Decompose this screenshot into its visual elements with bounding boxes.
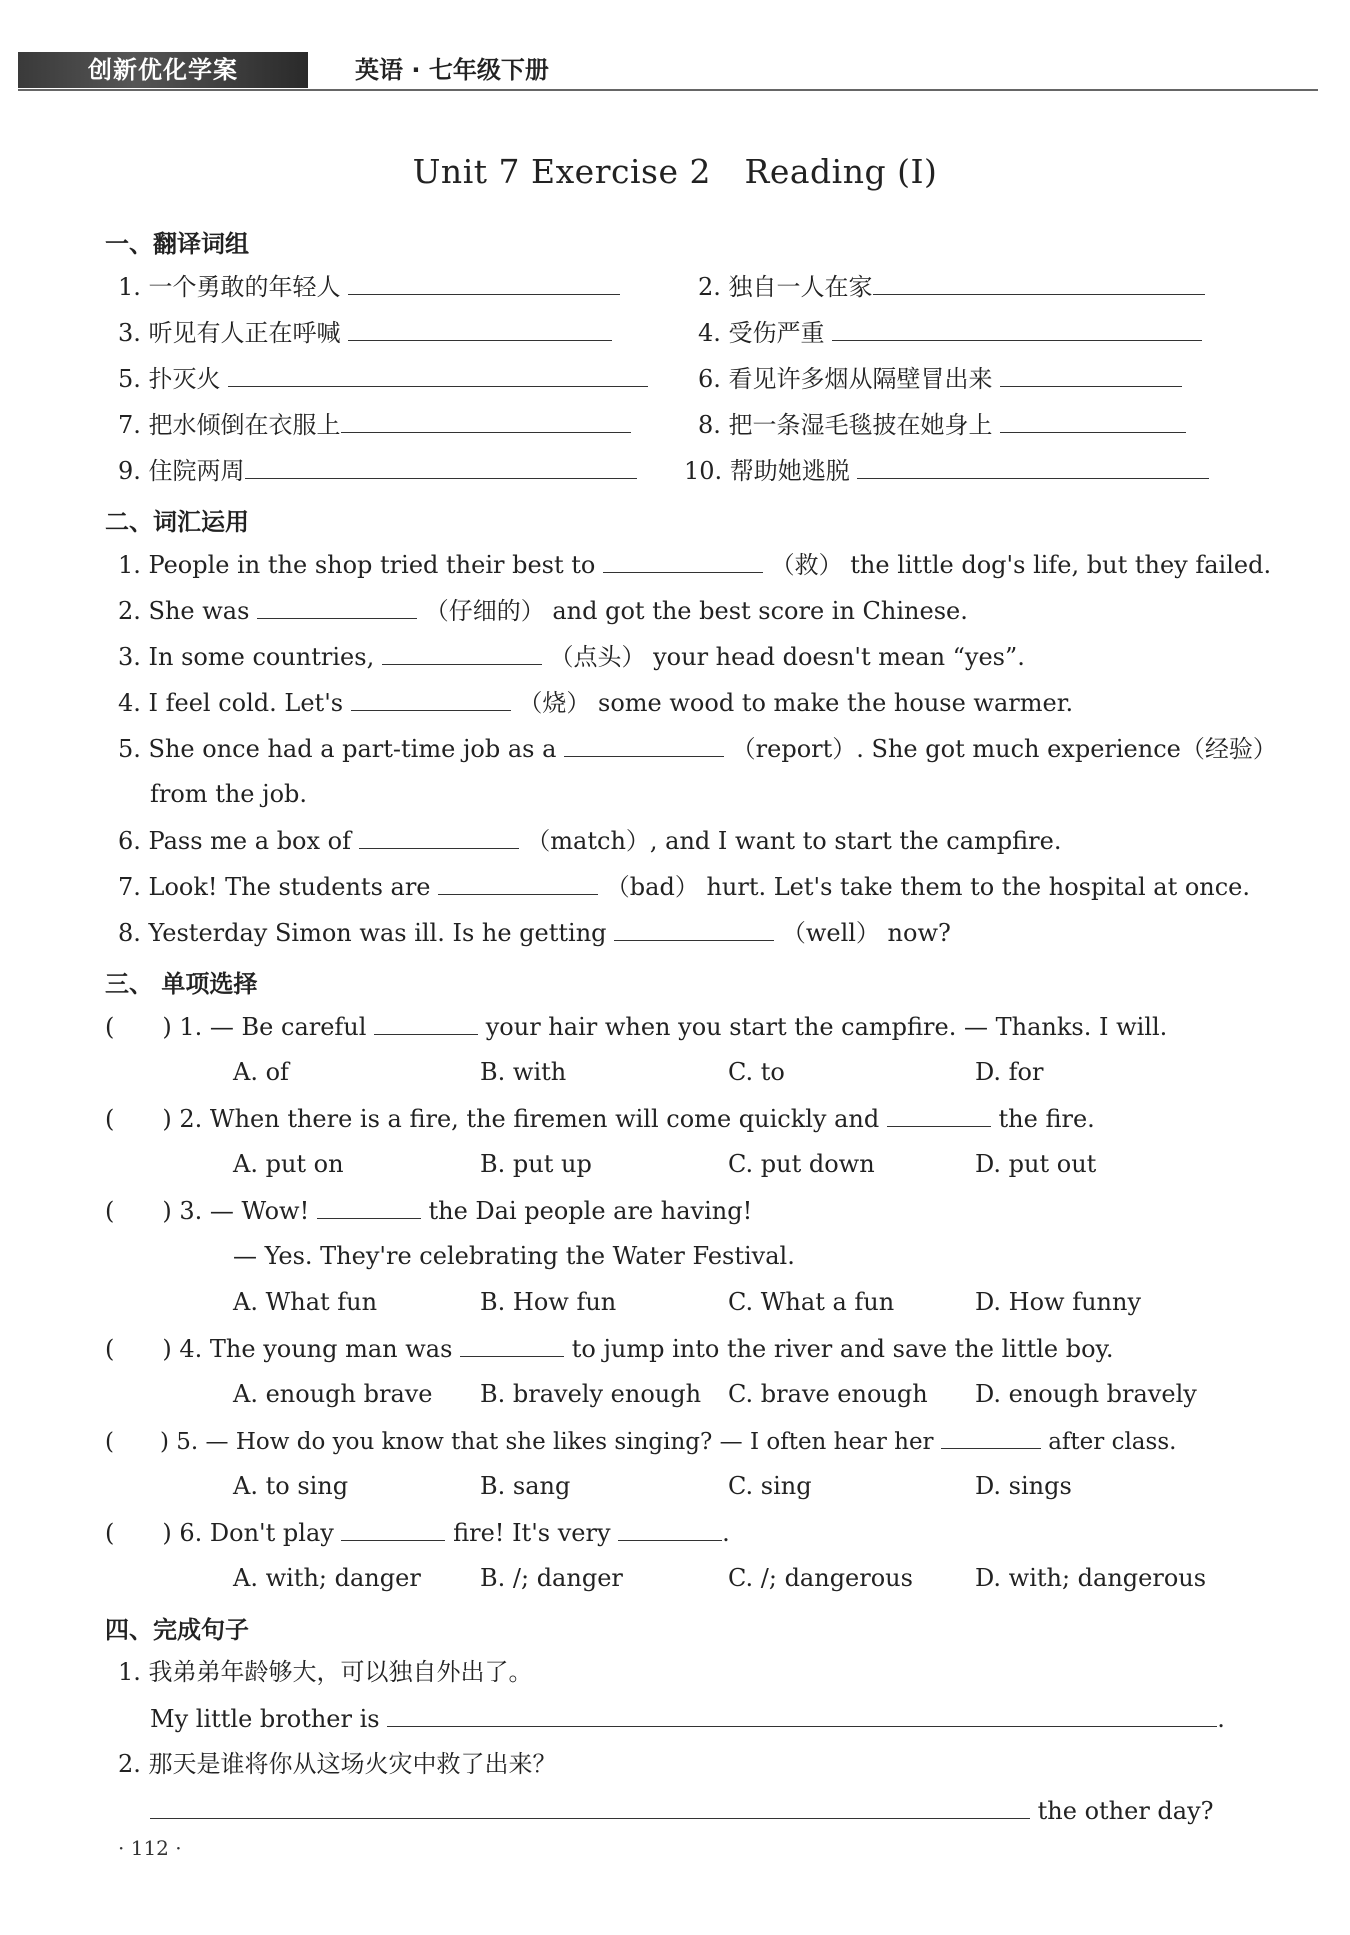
s4-q1-end: .: [1217, 1705, 1225, 1733]
s1-blank-6[interactable]: [1000, 362, 1182, 387]
mc-q1-option-b[interactable]: B. with: [480, 1058, 567, 1086]
mc-q4-option-b[interactable]: B. bravely enough: [480, 1380, 702, 1408]
s1-blank-5[interactable]: [228, 362, 648, 387]
s2-item-6-a: 6. Pass me a box of: [118, 827, 352, 855]
mc-q3-option-c[interactable]: C. What a fun: [728, 1288, 895, 1316]
mc-q4-option-d[interactable]: D. enough bravely: [975, 1380, 1197, 1408]
mc-q4: [105, 1332, 1114, 1365]
page-number: · 112 ·: [118, 1836, 182, 1860]
s1-item-8-text: 8. 把一条湿毛毯披在她身上: [698, 411, 993, 439]
s2-item-8-a: 8. Yesterday Simon was ill. Is he getting: [118, 919, 607, 947]
s2-item-5-cont-text: from the job.: [150, 780, 308, 808]
mc-q1-b: your hair when you start the campfire. — Thanks. I will.: [485, 1013, 1168, 1041]
mc-q1-option-c[interactable]: C. to: [728, 1058, 785, 1086]
s4-q1-english: [150, 1702, 1225, 1735]
s4-blank-2[interactable]: [150, 1794, 1030, 1819]
subject-label: 英语 · 七年级下册: [355, 56, 549, 84]
s2-item-5: [118, 732, 1277, 765]
s1-item-9-text: 9. 住院两周: [118, 457, 245, 485]
answer-paren-5[interactable]: ( ): [105, 1429, 169, 1455]
mc-q2-option-b[interactable]: B. put up: [480, 1150, 592, 1178]
mc-q1: [105, 1010, 1167, 1043]
s2-blank-4[interactable]: [351, 686, 511, 711]
s1-blank-8[interactable]: [1000, 408, 1186, 433]
mc-q5-option-c[interactable]: C. sing: [728, 1472, 812, 1500]
section-4-heading: 四、完成句子: [105, 1616, 249, 1644]
s1-blank-2[interactable]: [873, 270, 1205, 295]
mc-q2-b: the fire.: [998, 1105, 1095, 1133]
mc-q5-a: 5. — How do you know that she likes singing? — I often hear her: [176, 1429, 934, 1455]
mc-q6-option-b[interactable]: B. /; danger: [480, 1564, 623, 1592]
s2-item-8-b: （well） now?: [781, 919, 951, 947]
mc-q6-c: .: [722, 1519, 730, 1547]
mc-blank-1[interactable]: [374, 1010, 478, 1035]
s2-item-2-a: 2. She was: [118, 597, 250, 625]
s1-item-9: [118, 454, 637, 487]
mc-q5-option-b[interactable]: B. sang: [480, 1472, 571, 1500]
mc-blank-6a[interactable]: [341, 1516, 445, 1541]
s1-item-10-text: 10. 帮助她逃脱: [684, 457, 850, 485]
mc-blank-3[interactable]: [317, 1194, 421, 1219]
mc-q1-option-d[interactable]: D. for: [975, 1058, 1044, 1086]
page-title: Unit 7 Exercise 2 Reading (Ⅰ): [412, 152, 938, 191]
mc-q6-option-c[interactable]: C. /; dangerous: [728, 1564, 913, 1592]
s4-q2-english: [150, 1794, 1214, 1827]
s1-item-8: [698, 408, 1186, 441]
s2-blank-2[interactable]: [257, 594, 417, 619]
mc-q3-b: the Dai people are having!: [428, 1197, 753, 1225]
s1-item-3-text: 3. 听见有人正在呼喊: [118, 319, 341, 347]
mc-q5-option-a[interactable]: A. to sing: [233, 1472, 349, 1500]
s1-blank-9[interactable]: [245, 454, 637, 479]
s2-blank-5[interactable]: [564, 732, 724, 757]
s4-blank-1[interactable]: [387, 1702, 1217, 1727]
mc-q3-a: 3. — Wow!: [179, 1197, 310, 1225]
s1-item-5-text: 5. 扑灭火: [118, 365, 221, 393]
mc-q4-a: 4. The young man was: [179, 1335, 453, 1363]
mc-q2-option-a[interactable]: A. put on: [233, 1150, 344, 1178]
section-2-heading: 二、词汇运用: [105, 508, 249, 536]
mc-blank-2[interactable]: [887, 1102, 991, 1127]
mc-q3: [105, 1194, 752, 1227]
s1-blank-3[interactable]: [348, 316, 612, 341]
mc-q5-b: after class.: [1048, 1429, 1177, 1455]
s1-item-2-text: 2. 独自一人在家: [698, 273, 873, 301]
brand-banner: 创新优化学案: [18, 52, 308, 88]
s1-item-3: [118, 316, 612, 349]
s2-blank-6[interactable]: [359, 824, 519, 849]
s2-blank-8[interactable]: [614, 916, 774, 941]
mc-blank-4[interactable]: [460, 1332, 564, 1357]
s4-q1-prefix: My little brother is: [150, 1705, 380, 1733]
s1-blank-7[interactable]: [341, 408, 631, 433]
s1-item-4: [698, 316, 1202, 349]
mc-blank-5[interactable]: [941, 1424, 1041, 1449]
s2-item-7-b: （bad） hurt. Let's take them to the hospital at once.: [605, 873, 1251, 901]
s4-q2-chinese: 2. 那天是谁将你从这场火灾中救了出来？: [118, 1750, 557, 1778]
mc-q1-a: 1. — Be careful: [179, 1013, 367, 1041]
mc-blank-6b[interactable]: [618, 1516, 722, 1541]
answer-paren-6[interactable]: ( ): [105, 1519, 172, 1547]
mc-q6-a: 6. Don't play: [179, 1519, 334, 1547]
s1-blank-10[interactable]: [857, 454, 1209, 479]
section-3-heading: 三、 单项选择: [105, 970, 258, 998]
s1-item-4-text: 4. 受伤严重: [698, 319, 825, 347]
mc-q5: [105, 1424, 1176, 1458]
mc-q3-option-b[interactable]: B. How fun: [480, 1288, 617, 1316]
s2-item-3-a: 3. In some countries,: [118, 643, 375, 671]
s1-item-2: [698, 270, 1205, 303]
s2-item-4: [118, 686, 1073, 719]
mc-q6-option-d[interactable]: D. with; dangerous: [975, 1564, 1207, 1592]
s2-item-2-b: （仔细的） and got the best score in Chinese.: [424, 597, 968, 625]
answer-paren-4[interactable]: ( ): [105, 1335, 172, 1363]
s1-item-5: [118, 362, 648, 395]
s2-item-3: [118, 640, 1025, 673]
s1-item-6: [698, 362, 1182, 395]
s2-item-5-a: 5. She once had a part-time job as a: [118, 735, 557, 763]
section-1-heading: 一、翻译词组: [105, 230, 249, 258]
s2-blank-7[interactable]: [438, 870, 598, 895]
answer-paren-1[interactable]: ( ): [105, 1013, 172, 1041]
s4-q1-chinese: 1. 我弟弟年龄够大，可以独自外出了。: [118, 1658, 533, 1686]
mc-q2-option-d[interactable]: D. put out: [975, 1150, 1097, 1178]
s1-item-7: [118, 408, 631, 441]
s2-item-8: [118, 916, 951, 949]
s1-item-6-text: 6. 看见许多烟从隔壁冒出来: [698, 365, 993, 393]
mc-q5-option-d[interactable]: D. sings: [975, 1472, 1072, 1500]
s1-item-1-text: 1. 一个勇敢的年轻人: [118, 273, 341, 301]
mc-q6-option-a[interactable]: A. with; danger: [233, 1564, 421, 1592]
mc-q6-b: fire! It's very: [453, 1519, 611, 1547]
mc-q1-option-a[interactable]: A. of: [233, 1058, 289, 1086]
mc-q3-reply: — Yes. They're celebrating the Water Festival.: [233, 1242, 795, 1270]
s2-item-1: [118, 548, 1271, 581]
s2-item-4-b: （烧） some wood to make the house warmer.: [518, 689, 1074, 717]
s1-blank-1[interactable]: [348, 270, 620, 295]
s2-item-7: [118, 870, 1250, 903]
s2-blank-3[interactable]: [382, 640, 542, 665]
mc-q3-option-d[interactable]: D. How funny: [975, 1288, 1142, 1316]
mc-q2-a: 2. When there is a fire, the firemen will come quickly and: [179, 1105, 880, 1133]
s2-item-5-cont: [150, 778, 307, 810]
s1-item-1: [118, 270, 620, 303]
mc-q4-option-c[interactable]: C. brave enough: [728, 1380, 928, 1408]
s1-item-7-text: 7. 把水倾倒在衣服上: [118, 411, 341, 439]
s4-q2-end: the other day?: [1037, 1797, 1214, 1825]
s2-item-1-b: （救） the little dog's life, but they failed.: [770, 551, 1272, 579]
mc-q2: [105, 1102, 1095, 1135]
answer-paren-3[interactable]: ( ): [105, 1197, 172, 1225]
header-divider: [18, 89, 1318, 91]
s2-blank-1[interactable]: [603, 548, 763, 573]
mc-q4-b: to jump into the river and save the little boy.: [571, 1335, 1114, 1363]
mc-q2-option-c[interactable]: C. put down: [728, 1150, 875, 1178]
s2-item-4-a: 4. I feel cold. Let's: [118, 689, 344, 717]
s2-item-6-b: （match）, and I want to start the campfire.: [526, 827, 1062, 855]
mc-q3-option-a[interactable]: A. What fun: [233, 1288, 378, 1316]
s1-blank-4[interactable]: [832, 316, 1202, 341]
s2-item-5-b: （report）. She got much experience（经验）: [731, 735, 1277, 763]
s2-item-7-a: 7. Look! The students are: [118, 873, 431, 901]
s2-item-1-a: 1. People in the shop tried their best to: [118, 551, 596, 579]
s2-item-3-b: （点头） your head doesn't mean “yes”.: [549, 643, 1025, 671]
mc-q4-option-a[interactable]: A. enough brave: [233, 1380, 433, 1408]
mc-q6: [105, 1516, 730, 1549]
s2-item-2: [118, 594, 968, 627]
s2-item-6: [118, 824, 1061, 857]
s1-item-10: [684, 454, 1209, 487]
answer-paren-2[interactable]: ( ): [105, 1105, 172, 1133]
